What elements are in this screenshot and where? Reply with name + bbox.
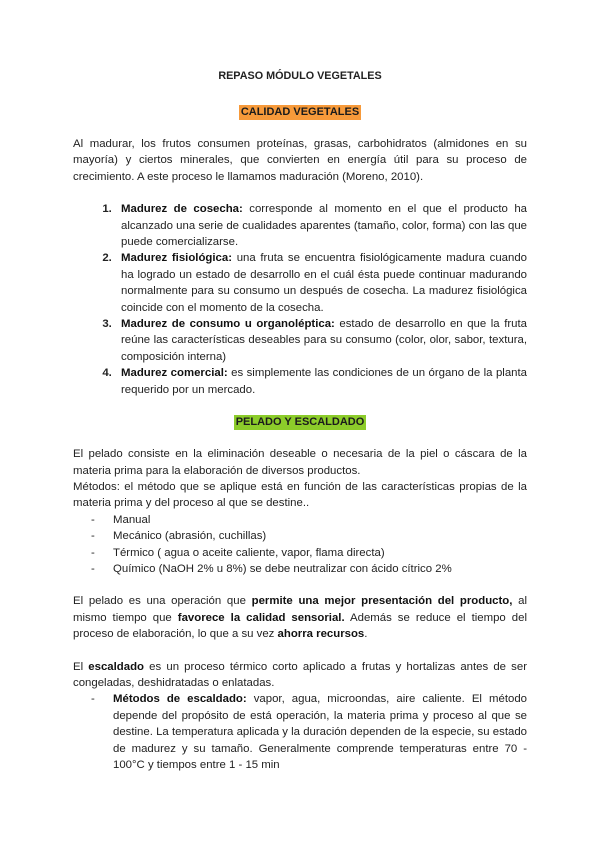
term-description: es simplemente las condiciones de un órgano de la planta requerido por un mercado. [121,367,527,396]
heading-pelado-escaldado: PELADO Y ESCALDADO [235,416,365,429]
pelado-benefits-paragraph [73,593,527,642]
escaldado-paragraph [73,659,527,692]
term-description: vapor, agua, microondas, aire caliente. El método depende del propósito de está operación, la materia prima y proceso al que se destine. La temperatura aplicada y la duración dependen de la especie, su estado de madurez y su tamaño. Generalmente comprende temperaturas entre 70 - 100°C y tiempos entre 1 - 15 min [113,693,527,771]
list-item: - Químico (NaOH 2% u 8%) se debe neutralizar con ácido cítrico 2% [91,561,527,577]
list-item: - Manual [91,512,527,528]
bold-run: ahorra recursos [277,628,365,641]
pelado-definition: El pelado consiste en la eliminación deseable o necesaria de la piel o cáscara de la materia prima para la elaboración de diversos productos. [73,448,527,477]
madurez-list [73,201,527,398]
term-label: Madurez de consumo u organoléptica: [121,318,335,331]
metodos-pelado-list [73,512,527,578]
text-run: El pelado es una operación que [73,595,252,608]
text-run: Además se reduce el tiempo del proceso de elaboración, lo que a su vez [73,611,527,641]
list-item [91,691,527,773]
intro-paragraph: Al madurar, los frutos consumen proteínas, grasas, carbohidratos (almidones en su mayoría) y ciertos minerales, que convierten en energía útil para su proceso de crecimiento. A este proceso le llamamos maduración (Moreno, 2010). [73,138,527,183]
term-label: Madurez fisiológica: [121,252,233,265]
list-item [115,201,527,250]
metodos-escaldado-list [73,691,527,773]
term-label: Madurez comercial: [121,367,228,380]
heading-calidad-vegetales: CALIDAD VEGETALES [240,106,360,118]
text-run: . [364,628,368,641]
section-heading-calidad [73,104,527,122]
term-description: una fruta se encuentra fisiológicamente madura cuando ha logrado un estado de desarrollo en el cuál ésta puede continuar madurando normalmente para su consumo un después de cosecha. La madurez fisiológica coincide con el momento de la cosecha. [121,252,527,314]
spacer [73,577,527,593]
list-item: - Mecánico (abrasión, cuchillas) [91,528,527,544]
bold-run: escaldado [88,660,145,673]
term-label: Métodos de escaldado: [113,693,247,706]
document-title: REPASO MÓDULO VEGETALES [218,70,382,82]
list-item [115,365,527,398]
term-label: Madurez de cosecha: [121,203,243,216]
list-item [115,250,527,316]
list-item [115,316,527,365]
list-item: - Térmico ( agua o aceite caliente, vapor, flama directa) [91,545,527,561]
section-heading-pelado [73,414,527,432]
bold-run: favorece la calidad sensorial. [177,611,345,624]
text-run: El [73,660,89,673]
metodos-paragraph: Métodos: el método que se aplique está en función de las características propias de la materia prima y del proceso al que se destine.. [73,480,527,510]
bold-run: permite una mejor presentación del producto, [251,595,513,608]
term-description: corresponde al momento en el que el producto ha alcanzado una serie de cualidades aparentes (tamaño, color, forma) con las que puede comercializarse. [121,203,527,249]
text-run: es un proceso térmico corto aplicado a frutas y hortalizas antes de ser congeladas, deshidratadas o enlatadas. [73,660,528,689]
spacer [73,643,527,659]
term-description: estado de desarrollo en que la fruta reúne las características deseables para su consumo (color, olor, sabor, textura, composición interna) [121,318,528,363]
text-run: al mismo tiempo que [73,595,528,624]
